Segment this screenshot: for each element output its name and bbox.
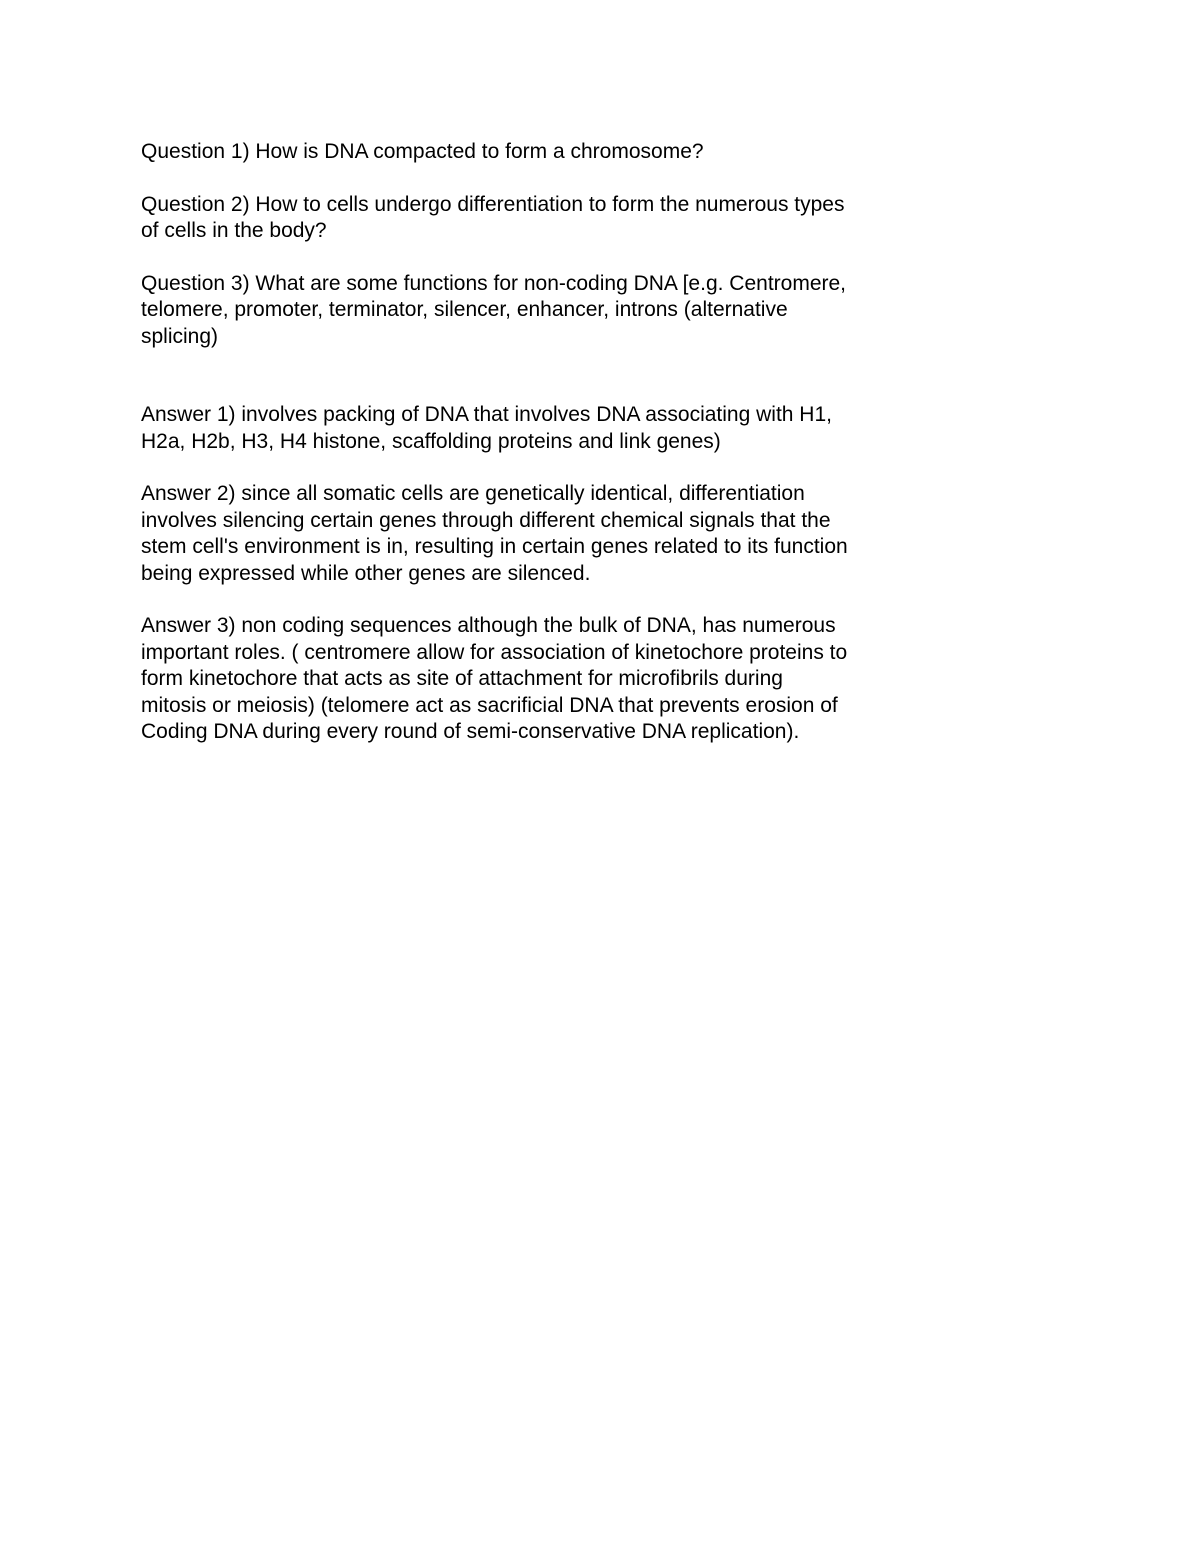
answer-1-line: Answer 1) involves packing of DNA that involves DNA associating with H1, bbox=[141, 403, 832, 426]
question-3 bbox=[141, 271, 941, 351]
answer-2-line: involves silencing certain genes through different chemical signals that the bbox=[141, 508, 831, 532]
answer-2 bbox=[141, 481, 941, 587]
answer-3-line: important roles. ( centromere allow for association of kinetochore proteins to bbox=[141, 640, 848, 664]
question-2-line: Question 2) How to cells undergo differentiation to form the numerous types bbox=[141, 192, 845, 216]
document-body bbox=[141, 139, 941, 746]
question-2 bbox=[141, 192, 941, 245]
answer-3-line: Coding DNA during every round of semi-conservative DNA replication). bbox=[141, 720, 800, 743]
question-3-line: Question 3) What are some functions for non-coding DNA [e.g. Centromere, bbox=[141, 271, 847, 295]
answer-3-line: form kinetochore that acts as site of attachment for microfibrils during bbox=[141, 667, 783, 690]
answer-2-line: being expressed while other genes are silenced. bbox=[141, 561, 591, 585]
answer-3-line: mitosis or meiosis) (telomere act as sacrificial DNA that prevents erosion of bbox=[141, 693, 838, 717]
answer-2-line: stem cell's environment is in, resulting in certain genes related to its function bbox=[141, 535, 848, 558]
answer-1-line: H2a, H2b, H3, H4 histone, scaffolding proteins and link genes) bbox=[141, 429, 721, 453]
question-1-line: Question 1) How is DNA compacted to form a chromosome? bbox=[141, 140, 704, 163]
answer-2-line: Answer 2) since all somatic cells are genetically identical, differentiation bbox=[141, 482, 805, 505]
question-3-line: telomere, promoter, terminator, silencer, enhancer, introns (alternative bbox=[141, 298, 788, 321]
answer-1 bbox=[141, 402, 941, 455]
question-2-line: of cells in the body? bbox=[141, 219, 327, 242]
answer-3 bbox=[141, 613, 941, 746]
question-3-line: splicing) bbox=[141, 324, 219, 348]
question-1 bbox=[141, 139, 941, 166]
answer-3-line: Answer 3) non coding sequences although the bulk of DNA, has numerous bbox=[141, 614, 836, 637]
